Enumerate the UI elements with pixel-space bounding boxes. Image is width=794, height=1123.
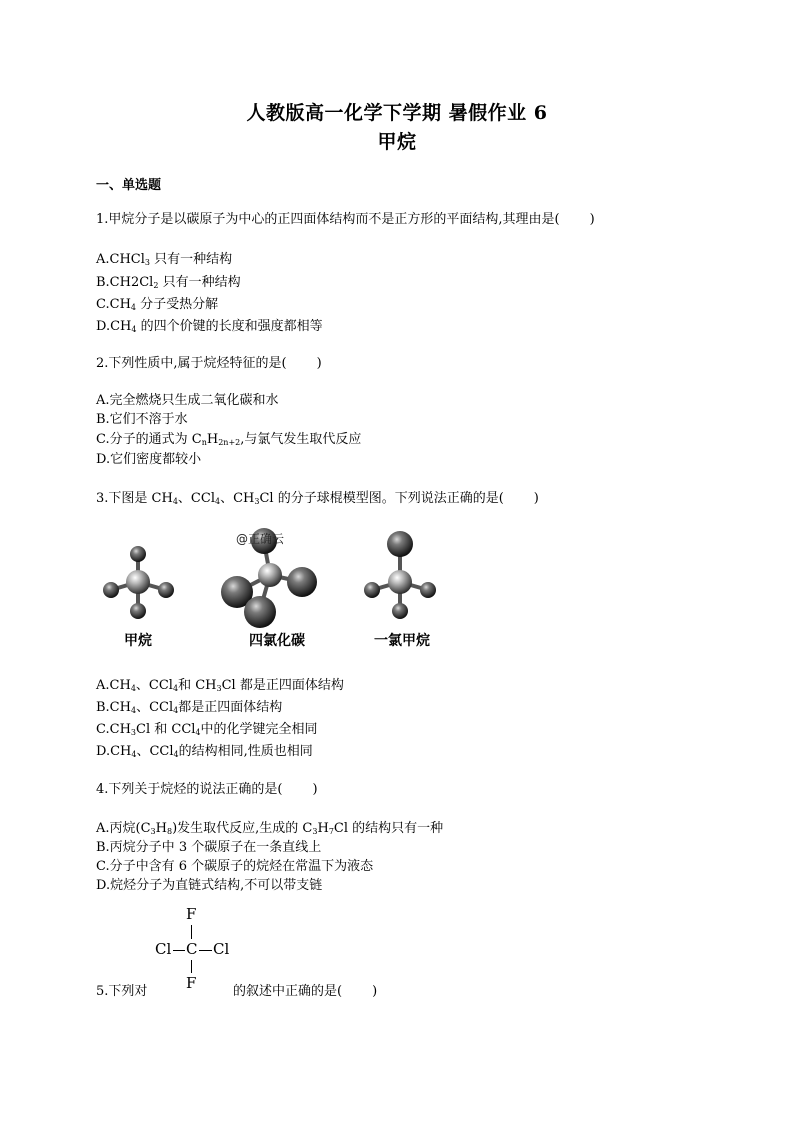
question-1-option-d [96, 315, 323, 334]
bond-horizontal-left [173, 950, 185, 951]
question-1-option-c [96, 293, 218, 312]
option-text: B.CH [96, 700, 131, 715]
question-5-text: 5.下列对 [96, 984, 148, 999]
subscript: 4 [130, 684, 136, 693]
option-text: 和 CH [178, 678, 217, 693]
question-1-stem [96, 208, 595, 227]
bond-vertical-bottom [191, 960, 192, 973]
subscript: 4 [195, 728, 201, 737]
option-text: 、CCl [136, 700, 174, 715]
question-4-close: ) [312, 782, 318, 797]
formula-top-f: F [186, 905, 197, 923]
question-2-stem [96, 352, 322, 371]
question-3-stem [96, 487, 539, 506]
subscript: 4 [173, 750, 179, 759]
subscript: 4 [172, 497, 178, 506]
option-text: D.CH [96, 744, 132, 759]
subscript: 4 [214, 497, 221, 506]
question-2-close: ) [316, 356, 322, 371]
caption-carbon-tetrachloride: 四氯化碳 [249, 633, 305, 649]
question-1-option-b [96, 271, 241, 290]
formula-center-c: C [186, 940, 198, 958]
caption-chloromethane: 一氯甲烷 [374, 633, 430, 649]
subscript: 7 [328, 827, 334, 836]
question-2-option-d: D.它们密度都较小 [96, 452, 202, 467]
question-3-option-b [96, 696, 282, 715]
subscript: 4 [130, 303, 136, 312]
option-text: 都是正四面体结构 [178, 700, 283, 715]
question-3-option-c [96, 718, 318, 737]
question-3-option-a [96, 674, 344, 693]
question-4-option-a [96, 817, 443, 836]
subscript: 2n+2 [218, 438, 241, 447]
option-text: D.CH [96, 319, 132, 334]
bond-horizontal-right [199, 950, 212, 951]
option-text: 、CCl [135, 678, 173, 693]
question-4-option-c: C.分子中含有 6 个碳原子的烷烃在常温下为液态 [96, 859, 374, 874]
question-1-text: 1.甲烷分子是以碳原子为中心的正四面体结构而不是正方形的平面结构,其理由是( [96, 212, 560, 227]
methane-model [103, 546, 174, 619]
stem-text: 3.下图是 CH [96, 491, 173, 506]
option-text: ,与氯气发生取代反应 [240, 432, 362, 447]
option-text: Cl 都是正四面体结构 [221, 678, 344, 693]
formula-bottom-f: F [186, 974, 197, 992]
option-text: H [155, 821, 167, 836]
question-5-close: ) [372, 984, 378, 999]
question-2-option-c [96, 428, 361, 447]
subscript: 3 [254, 497, 260, 506]
watermark: @正确云 [236, 532, 285, 546]
stem-text: Cl 的分子球棍模型图。下列说法正确的是( [259, 491, 504, 506]
option-text: A.CHCl [96, 252, 145, 267]
subscript: 2 [153, 281, 159, 290]
stem-text: 、CCl [177, 491, 215, 506]
option-text: 、CCl [136, 744, 174, 759]
option-text: B.CH2Cl [96, 275, 154, 290]
subscript: n [201, 438, 207, 447]
question-3-close: ) [533, 491, 539, 506]
question-5-text: 的叙述中正确的是( [233, 984, 343, 999]
page-subtitle: 甲烷 [377, 131, 417, 153]
option-text: 只有一种结构 [162, 275, 241, 290]
question-1-option-a [96, 248, 232, 267]
option-text: C.CH [96, 722, 131, 737]
option-text: 只有一种结构 [154, 252, 233, 267]
question-1-close: ) [589, 212, 595, 227]
section-heading: 一、单选题 [96, 178, 162, 193]
option-text: A.CH [96, 678, 131, 693]
option-text: )发生取代反应,生成的 C [172, 821, 313, 836]
chloromethane-model [364, 531, 436, 619]
option-text: 的四个价键的长度和强度都相等 [140, 319, 323, 334]
formula-right-cl: Cl [213, 940, 230, 958]
option-text: A.丙烷(C [96, 821, 151, 836]
stem-text: 、CH [220, 491, 255, 506]
subscript: 3 [150, 827, 156, 836]
page-title: 人教版高一化学下学期 暑假作业 6 [246, 102, 548, 124]
option-text: C.CH [96, 297, 131, 312]
option-text: Cl 的结构只有一种 [333, 821, 444, 836]
caption-methane: 甲烷 [124, 633, 152, 649]
subscript: 8 [166, 827, 173, 836]
question-2-option-b: B.它们不溶于水 [96, 412, 188, 427]
subscript: 3 [144, 258, 151, 267]
subscript: 3 [130, 728, 136, 737]
question-4-text: 4.下列关于烷烃的说法正确的是( [96, 782, 283, 797]
option-text: 的结构相同,性质也相同 [178, 744, 313, 759]
subscript: 3 [216, 684, 222, 693]
bond-vertical-top [191, 925, 192, 939]
question-5-stem [96, 980, 147, 999]
subscript: 4 [131, 325, 137, 334]
subscript: 4 [173, 706, 179, 715]
question-5-stem-end [233, 980, 377, 999]
subscript: 3 [312, 827, 318, 836]
subscript: 4 [130, 706, 137, 715]
question-2-text: 2.下列性质中,属于烷烃特征的是( [96, 356, 287, 371]
question-4-option-b: B.丙烷分子中 3 个碳原子在一条直线上 [96, 840, 322, 855]
question-3-option-d [96, 740, 313, 759]
option-text: 分子受热分解 [140, 297, 219, 312]
option-text: 中的化学键完全相同 [200, 722, 318, 737]
option-text: H [317, 821, 329, 836]
question-4-stem [96, 778, 318, 797]
formula-left-cl: Cl [155, 940, 172, 958]
subscript: 4 [131, 750, 137, 759]
question-2-option-a: A.完全燃烧只生成二氧化碳和水 [96, 393, 279, 408]
subscript: 4 [172, 684, 179, 693]
option-text: H [206, 432, 219, 447]
question-4-option-d: D.烷烃分子为直链式结构,不可以带支链 [96, 878, 323, 893]
option-text: C.分子的通式为 C [96, 432, 202, 447]
option-text: Cl 和 CCl [136, 722, 196, 737]
